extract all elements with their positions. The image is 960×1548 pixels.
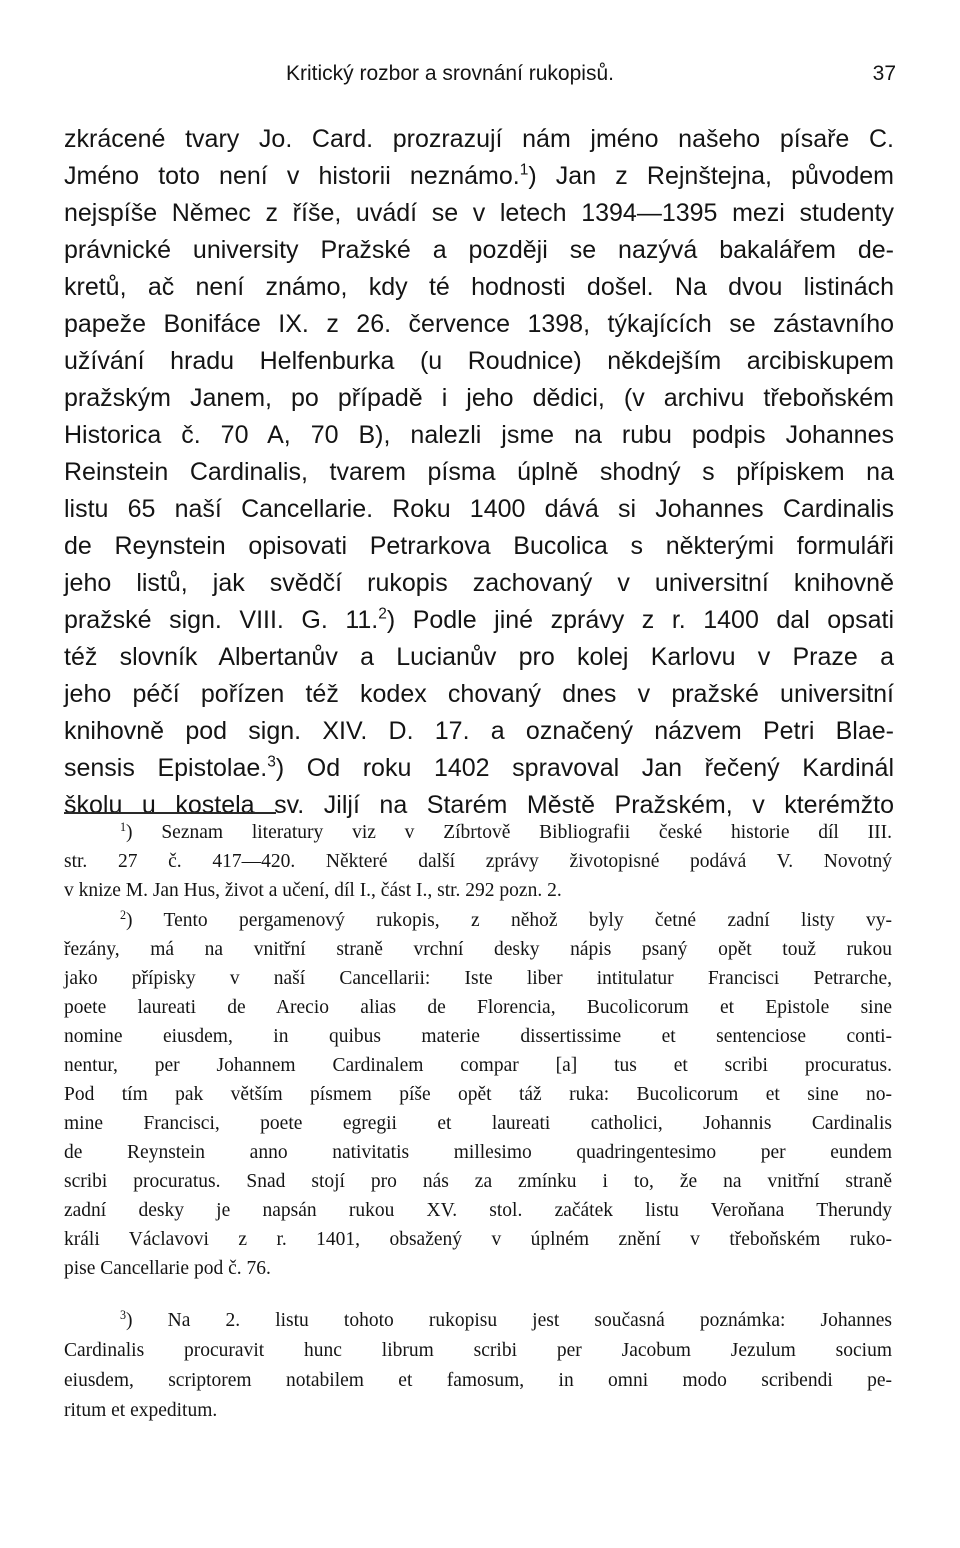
body-line: Jméno toto není v historii neznámo.$^1$) Jan z Rejnštejna, původem	[64, 161, 894, 190]
body-line: školu u kostela sv. Jiljí na Starém Městě Pražském, v kterémžto	[64, 791, 894, 819]
footnote-line: $^2$) Tento pergamenový rukopis, z něhož byly četné zadní listy vy-	[120, 907, 892, 931]
footnote-line: nentur, per Johannem Cardinalem compar [a] tus et scribi procuratus.	[64, 1055, 892, 1076]
body-line: pražským Janem, po případě i jeho dědici, (v archivu třeboňském	[64, 384, 894, 412]
footnote-line: mine Francisci, poete egregii et laureati catholici, Johannis Cardinalis	[64, 1113, 892, 1134]
body-line: jeho péčí pořízen též kodex chovaný dnes v pražské universitní	[64, 680, 894, 708]
body-line: nejspíše Němec z říše, uvádí se v letech 1394—1395 mezi studenty	[64, 199, 894, 227]
footnote-line: eiusdem, scriptorem notabilem et famosum, in omni modo scribendi pe-	[64, 1370, 892, 1391]
footnote-line: $^1$) Seznam literatury viz v Zíbrtově Bibliografii české historie díl III.	[120, 819, 892, 843]
footnote-rule	[64, 812, 276, 814]
body-line: užívání hradu Helfenburka (u Roudnice) někdejším arcibiskupem	[64, 347, 894, 375]
body-line: papeže Bonifáce IX. z 26. července 1398, týkajících se zástavního	[64, 310, 894, 338]
footnote-line: zadní desky je napsán rukou XV. stol. začátek listu Veroňana Therundy	[64, 1200, 892, 1221]
footnote-line: jako přípisky v naší Cancellarii: Iste liber intitulatur Francisci Petrarche,	[64, 968, 892, 989]
body-line: knihovně pod sign. XIV. D. 17. a označený názvem Petri Blae-	[64, 717, 894, 745]
body-line: právnické university Pražské a později se nazývá bakalářem de-	[64, 236, 894, 264]
page-number: 37	[872, 62, 896, 85]
footnote-line: Cardinalis procuravit hunc librum scribi per Jacobum Jezulum socium	[64, 1340, 892, 1361]
footnote-line: ritum et expeditum.	[64, 1400, 218, 1421]
body-line: Reinstein Cardinalis, tvarem písma úplně shodný s přípiskem na	[64, 458, 894, 486]
footnote-line: králi Václavovi z r. 1401, obsažený v úplném znění v třeboňském ruko-	[64, 1229, 892, 1250]
body-line: Historica č. 70 A, 70 B), nalezli jsme na rubu podpis Johannes	[64, 421, 894, 449]
body-line: sensis Epistolae.$^3$) Od roku 1402 spravoval Jan řečený Kardinál	[64, 753, 894, 782]
body-line: též slovník Albertanův a Lucianův pro kolej Karlovu v Praze a	[64, 643, 894, 671]
footnote-line: poete laureati de Arecio alias de Florencia, Bucolicorum et Epistole sine	[64, 997, 892, 1018]
footnote-line: Pod tím pak větším písmem píše opět táž ruka: Bucolicorum et sine no-	[64, 1084, 892, 1105]
body-line: jeho listů, jak svědčí rukopis zachovaný v universitní knihovně	[64, 569, 894, 597]
footnote-line: str. 27 č. 417—420. Některé další zprávy životopisné podává V. Novotný	[64, 851, 892, 872]
running-title: Kritický rozbor a srovnání rukopisů.	[286, 62, 614, 85]
body-line: pražské sign. VIII. G. 11.$^2$) Podle jiné zprávy z r. 1400 dal opsati	[64, 605, 894, 634]
footnote-line: de Reynstein anno nativitatis millesimo quadringentesimo per eundem	[64, 1142, 892, 1163]
body-line: listu 65 naší Cancellarie. Roku 1400 dává si Johannes Cardinalis	[64, 495, 894, 523]
footnote-line: scribi procuratus. Snad stojí pro nás za zmínku i to, že na vnitřní straně	[64, 1171, 892, 1192]
running-head	[272, 58, 896, 94]
footnote-line: v knize M. Jan Hus, život a učení, díl I., část I., str. 292 pozn. 2.	[64, 880, 562, 901]
body-line: kretů, ač není známo, kdy té hodnosti došel. Na dvou listinách	[64, 273, 894, 301]
footnote-line: $^3$) Na 2. listu tohoto rukopisu jest současná poznámka: Johannes	[120, 1307, 892, 1331]
footnote-line: nomine eiusdem, in quibus materie dissertissime et sentenciose conti-	[64, 1026, 892, 1047]
footnote-line: pise Cancellarie pod č. 76.	[64, 1258, 271, 1279]
body-line: de Reynstein opisovati Petrarkova Bucolica s některými formuláři	[64, 532, 894, 560]
body-line: zkrácené tvary Jo. Card. prozrazují nám jméno našeho písaře C.	[64, 125, 894, 153]
footnote-line: řezány, má na vnitřní straně vrchní desky nápis psaný opět touž rukou	[64, 939, 892, 960]
